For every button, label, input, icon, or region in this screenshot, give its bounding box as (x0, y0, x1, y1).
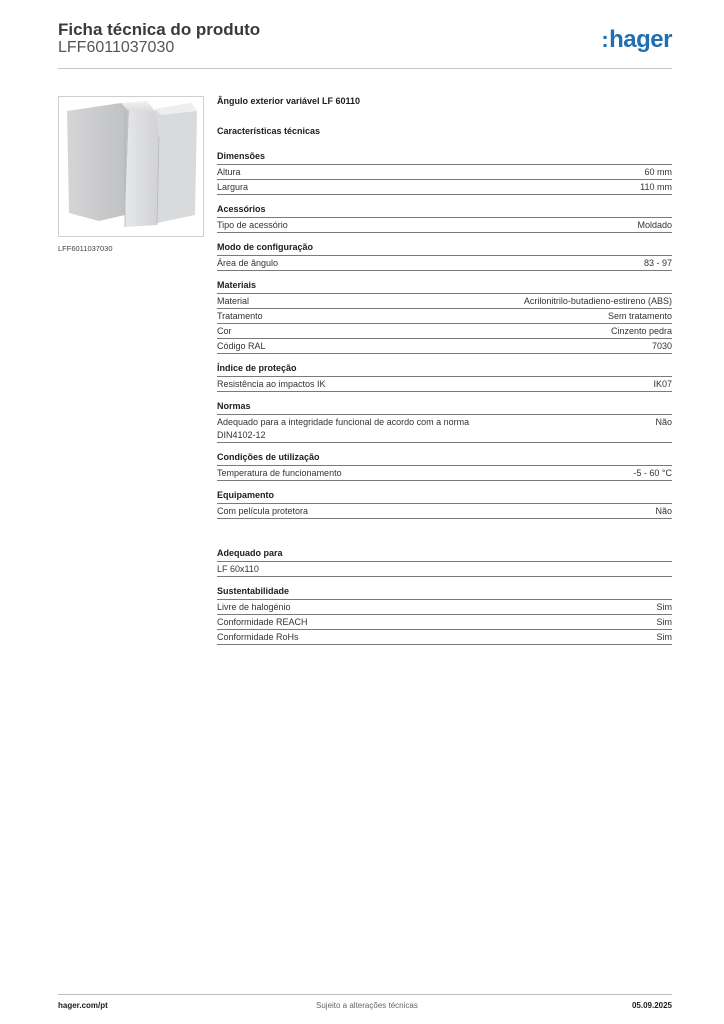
spec-group (217, 203, 672, 233)
spec-key: Livre de halogénio (217, 602, 291, 612)
spec-key: Tipo de acessório (217, 220, 288, 230)
group-title: Condições de utilização (217, 451, 672, 466)
logo-text: hager (609, 26, 672, 53)
product-code: LFF6011037030 (58, 39, 175, 56)
spec-group (217, 400, 672, 443)
spec-value: Sim (656, 617, 672, 627)
spec-key: Área de ângulo (217, 258, 279, 268)
product-image (58, 96, 204, 237)
spec-key: Código RAL (217, 341, 266, 351)
footer-date: 05.09.2025 (631, 1001, 672, 1010)
product-angle-illustration (59, 97, 203, 236)
spec-key: Altura (217, 167, 241, 177)
group-title: Adequado para (217, 547, 672, 562)
spec-row (217, 324, 672, 339)
logo-dots: : (601, 27, 609, 52)
group-title: Modo de configuração (217, 241, 672, 256)
spec-group (217, 362, 672, 392)
spec-row (217, 600, 672, 615)
spec-row (217, 415, 672, 443)
spec-value: Sim (656, 602, 672, 612)
spec-group (217, 279, 672, 354)
spec-row (217, 309, 672, 324)
spec-row (217, 504, 672, 519)
spec-value: Não (655, 417, 672, 427)
technical-characteristics-heading: Características técnicas (217, 126, 321, 136)
spec-row (217, 339, 672, 354)
group-title: Normas (217, 400, 672, 415)
spec-content (217, 96, 672, 653)
spec-row (217, 294, 672, 309)
page-footer (58, 994, 672, 1015)
spec-row (217, 562, 672, 577)
hager-logo (601, 26, 672, 54)
spec-group (217, 451, 672, 481)
group-title: Equipamento (217, 489, 672, 504)
spec-value: Não (655, 506, 672, 516)
spec-row (217, 466, 672, 481)
header-divider (58, 68, 672, 69)
spec-row (217, 377, 672, 392)
footer-website: hager.com/pt (58, 1001, 108, 1010)
spec-value: Cinzento pedra (610, 326, 672, 336)
spec-value: 83 - 97 (643, 258, 672, 268)
document-title: Ficha técnica do produto (58, 20, 261, 39)
footer-disclaimer: Sujeito a alterações técnicas (316, 1001, 418, 1010)
spec-value: Sem tratamento (607, 311, 672, 321)
spec-value: 7030 (651, 341, 672, 351)
spec-groups (217, 150, 672, 519)
group-title: Sustentabilidade (217, 585, 672, 600)
sustainability-group (217, 585, 672, 645)
spec-key: Material (217, 296, 250, 306)
spec-group (217, 150, 672, 195)
spec-value: Sim (656, 632, 672, 642)
spec-key: Com película protetora (217, 506, 309, 516)
spec-group (217, 489, 672, 519)
group-title: Dimensões (217, 150, 672, 165)
group-title: Índice de proteção (217, 362, 672, 377)
spec-value: -5 - 60 °C (633, 468, 672, 478)
spec-value: Moldado (637, 220, 672, 230)
spec-row (217, 256, 672, 271)
group-title: Materiais (217, 279, 672, 294)
spec-group (217, 241, 672, 271)
spec-key: Cor (217, 326, 232, 336)
spec-key: Tratamento (217, 311, 263, 321)
spec-row (217, 615, 672, 630)
section-spacer (217, 527, 672, 547)
spec-key: Adequado para a integridade funcional de acordo com a norma DIN4102-12 (217, 417, 470, 440)
spec-row (217, 165, 672, 180)
spec-value: IK07 (653, 379, 672, 389)
product-name: Ângulo exterior variável LF 60110 (217, 96, 361, 106)
spec-key: Largura (217, 182, 249, 192)
group-title: Acessórios (217, 203, 672, 218)
page-header (58, 20, 672, 70)
spec-key: Conformidade RoHs (217, 632, 299, 642)
spec-key: LF 60x110 (217, 564, 259, 574)
spec-row (217, 630, 672, 645)
spec-value: Acrilonitrilo-butadieno-estireno (ABS) (523, 296, 672, 306)
spec-value: 60 mm (644, 167, 672, 177)
spec-key: Resistência ao impactos IK (217, 379, 326, 389)
spec-row (217, 180, 672, 195)
image-caption: LFF6011037030 (58, 244, 113, 253)
spec-value: 110 mm (640, 182, 672, 192)
spec-key: Conformidade REACH (217, 617, 308, 627)
spec-key: Temperatura de funcionamento (217, 468, 342, 478)
suitable-for-group (217, 547, 672, 577)
spec-row (217, 218, 672, 233)
